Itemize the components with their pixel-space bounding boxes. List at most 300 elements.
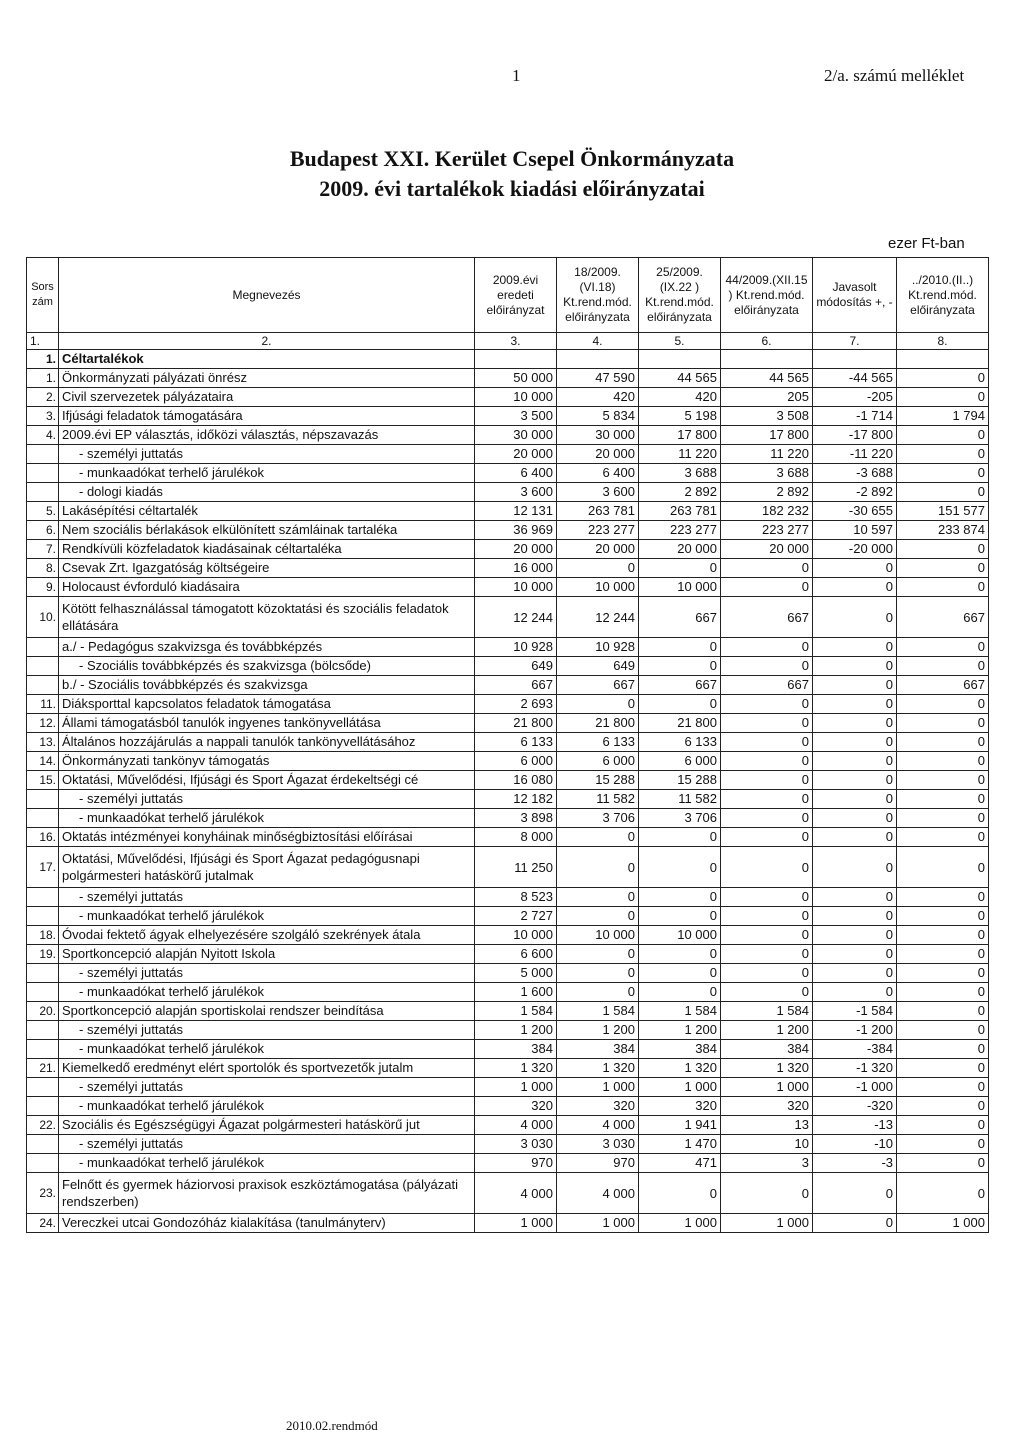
value-cell: 20 000 bbox=[721, 540, 813, 559]
value-cell: 5 834 bbox=[557, 407, 639, 426]
value-cell: 21 800 bbox=[475, 714, 557, 733]
value-cell: 11 250 bbox=[475, 847, 557, 888]
value-cell: 1 584 bbox=[721, 1002, 813, 1021]
value-cell: 1 200 bbox=[557, 1021, 639, 1040]
value-cell: 0 bbox=[813, 790, 897, 809]
table-row bbox=[27, 1002, 989, 1021]
value-cell: 420 bbox=[557, 388, 639, 407]
value-cell: 2 892 bbox=[639, 483, 721, 502]
row-name: Kiemelkedő eredményt elért sportolók és sportvezetők jutalm bbox=[59, 1059, 475, 1078]
value-cell: 0 bbox=[721, 888, 813, 907]
value-cell: 0 bbox=[897, 771, 989, 790]
column-number-row bbox=[27, 333, 989, 350]
row-name: Lakásépítési céltartalék bbox=[59, 502, 475, 521]
value-cell: -1 584 bbox=[813, 1002, 897, 1021]
value-cell: 0 bbox=[813, 657, 897, 676]
value-cell: 6 000 bbox=[557, 752, 639, 771]
value-cell: 1 320 bbox=[639, 1059, 721, 1078]
value-cell: 6 133 bbox=[557, 733, 639, 752]
row-number: 9. bbox=[27, 578, 59, 597]
row-number bbox=[27, 638, 59, 657]
column-number: 6. bbox=[721, 333, 813, 350]
row-name: - személyi juttatás bbox=[59, 790, 475, 809]
value-cell: 3 600 bbox=[475, 483, 557, 502]
row-number bbox=[27, 1078, 59, 1097]
table-row bbox=[27, 771, 989, 790]
value-cell: 667 bbox=[721, 676, 813, 695]
value-cell: 0 bbox=[721, 983, 813, 1002]
table-row bbox=[27, 676, 989, 695]
table-row bbox=[27, 559, 989, 578]
value-cell: 8 000 bbox=[475, 828, 557, 847]
value-cell: 20 000 bbox=[475, 445, 557, 464]
row-name: Önkormányzati pályázati önrész bbox=[59, 369, 475, 388]
value-cell: 0 bbox=[557, 964, 639, 983]
table-row bbox=[27, 714, 989, 733]
value-cell: 0 bbox=[897, 1154, 989, 1173]
column-number: 4. bbox=[557, 333, 639, 350]
value-cell: 420 bbox=[639, 388, 721, 407]
row-name: - dologi kiadás bbox=[59, 483, 475, 502]
value-cell: -3 bbox=[813, 1154, 897, 1173]
value-cell: 667 bbox=[557, 676, 639, 695]
value-cell: 0 bbox=[813, 809, 897, 828]
value-cell: 15 288 bbox=[557, 771, 639, 790]
row-number: 11. bbox=[27, 695, 59, 714]
value-cell: 3 508 bbox=[721, 407, 813, 426]
row-number: 10. bbox=[27, 597, 59, 638]
value-cell: -3 688 bbox=[813, 464, 897, 483]
row-number bbox=[27, 790, 59, 809]
value-cell: 0 bbox=[639, 559, 721, 578]
unit-label: ezer Ft-ban bbox=[888, 235, 965, 252]
value-cell: 0 bbox=[557, 945, 639, 964]
table-row bbox=[27, 828, 989, 847]
row-number bbox=[27, 888, 59, 907]
row-number: 17. bbox=[27, 847, 59, 888]
column-number: 8. bbox=[897, 333, 989, 350]
value-cell: 0 bbox=[897, 847, 989, 888]
row-number: 6. bbox=[27, 521, 59, 540]
value-cell: 3 688 bbox=[721, 464, 813, 483]
table-row bbox=[27, 1040, 989, 1059]
value-cell: 667 bbox=[639, 676, 721, 695]
value-cell: 1 320 bbox=[475, 1059, 557, 1078]
value-cell: 17 800 bbox=[721, 426, 813, 445]
row-name: Oktatási, Művelődési, Ifjúsági és Sport Ágazat pedagógusnapi polgármesteri hatáskörű jutalmak bbox=[59, 847, 475, 888]
row-number bbox=[27, 1021, 59, 1040]
value-cell: 667 bbox=[897, 597, 989, 638]
row-name: Állami támogatásból tanulók ingyenes tankönyvellátása bbox=[59, 714, 475, 733]
value-cell: 223 277 bbox=[639, 521, 721, 540]
value-cell: -1 320 bbox=[813, 1059, 897, 1078]
row-number: 13. bbox=[27, 733, 59, 752]
row-name: - személyi juttatás bbox=[59, 888, 475, 907]
value-cell: 1 200 bbox=[475, 1021, 557, 1040]
value-cell: 667 bbox=[721, 597, 813, 638]
value-cell: 0 bbox=[897, 1002, 989, 1021]
table-row bbox=[27, 983, 989, 1002]
value-cell: 1 470 bbox=[639, 1135, 721, 1154]
value-cell: 50 000 bbox=[475, 369, 557, 388]
value-cell: 970 bbox=[557, 1154, 639, 1173]
row-name: Rendkívüli közfeladatok kiadásainak céltartaléka bbox=[59, 540, 475, 559]
value-cell: 0 bbox=[813, 676, 897, 695]
row-name: - Szociális továbbképzés és szakvizsga (bölcsőde) bbox=[59, 657, 475, 676]
value-cell: -11 220 bbox=[813, 445, 897, 464]
value-cell: 10 000 bbox=[639, 926, 721, 945]
value-cell: 0 bbox=[897, 1021, 989, 1040]
value-cell: 0 bbox=[897, 426, 989, 445]
value-cell: 5 198 bbox=[639, 407, 721, 426]
row-name: - személyi juttatás bbox=[59, 1021, 475, 1040]
value-cell: 10 bbox=[721, 1135, 813, 1154]
value-cell: 0 bbox=[639, 964, 721, 983]
value-cell: 0 bbox=[721, 714, 813, 733]
value-cell: 0 bbox=[813, 695, 897, 714]
row-number bbox=[27, 483, 59, 502]
value-cell: 0 bbox=[639, 907, 721, 926]
value-cell: 0 bbox=[813, 752, 897, 771]
value-cell: 11 582 bbox=[557, 790, 639, 809]
section-row bbox=[27, 350, 989, 369]
value-cell: -30 655 bbox=[813, 502, 897, 521]
value-cell: 0 bbox=[897, 926, 989, 945]
column-number: 3. bbox=[475, 333, 557, 350]
value-cell: 151 577 bbox=[897, 502, 989, 521]
value-cell: 0 bbox=[813, 888, 897, 907]
row-number bbox=[27, 1040, 59, 1059]
value-cell: 182 232 bbox=[721, 502, 813, 521]
row-number: 21. bbox=[27, 1059, 59, 1078]
row-number: 19. bbox=[27, 945, 59, 964]
document-title: Budapest XXI. Kerület Csepel Önkormányzata bbox=[289, 146, 735, 171]
row-name: Csevak Zrt. Igazgatóság költségeire bbox=[59, 559, 475, 578]
value-cell: 5 000 bbox=[475, 964, 557, 983]
value-cell: -1 714 bbox=[813, 407, 897, 426]
value-cell: 4 000 bbox=[557, 1173, 639, 1214]
value-cell: 0 bbox=[813, 714, 897, 733]
value-cell: 2 727 bbox=[475, 907, 557, 926]
value-cell: 0 bbox=[557, 695, 639, 714]
value-cell: 0 bbox=[813, 1214, 897, 1233]
value-cell: 0 bbox=[721, 752, 813, 771]
value-cell: 1 584 bbox=[475, 1002, 557, 1021]
value-cell: -10 bbox=[813, 1135, 897, 1154]
table-row bbox=[27, 445, 989, 464]
value-cell: 0 bbox=[897, 983, 989, 1002]
table-row bbox=[27, 369, 989, 388]
row-number: 24. bbox=[27, 1214, 59, 1233]
row-name: - személyi juttatás bbox=[59, 1135, 475, 1154]
column-number: 7. bbox=[813, 333, 897, 350]
row-number: 5. bbox=[27, 502, 59, 521]
value-cell: 320 bbox=[721, 1097, 813, 1116]
table-row bbox=[27, 407, 989, 426]
value-cell: 3 706 bbox=[557, 809, 639, 828]
value-cell: -44 565 bbox=[813, 369, 897, 388]
table-row bbox=[27, 888, 989, 907]
value-cell: 1 320 bbox=[721, 1059, 813, 1078]
value-cell: 0 bbox=[721, 809, 813, 828]
value-cell: -17 800 bbox=[813, 426, 897, 445]
value-cell: 4 000 bbox=[475, 1116, 557, 1135]
row-number bbox=[27, 657, 59, 676]
value-cell: 10 928 bbox=[557, 638, 639, 657]
table-row bbox=[27, 1214, 989, 1233]
value-cell: 0 bbox=[721, 578, 813, 597]
table-row bbox=[27, 945, 989, 964]
value-cell: 30 000 bbox=[475, 426, 557, 445]
row-name: - személyi juttatás bbox=[59, 964, 475, 983]
value-cell: 471 bbox=[639, 1154, 721, 1173]
value-cell: 263 781 bbox=[557, 502, 639, 521]
table-row bbox=[27, 1135, 989, 1154]
table-row bbox=[27, 926, 989, 945]
value-cell: 0 bbox=[557, 907, 639, 926]
value-cell: 20 000 bbox=[639, 540, 721, 559]
value-cell: 0 bbox=[897, 945, 989, 964]
col-header-mod-1: 18/2009.(VI.18) Kt.rend.mód. előirányzata bbox=[557, 258, 639, 333]
value-cell: 0 bbox=[557, 888, 639, 907]
value-cell: 0 bbox=[897, 369, 989, 388]
value-cell: 667 bbox=[475, 676, 557, 695]
row-number bbox=[27, 964, 59, 983]
value-cell: 649 bbox=[557, 657, 639, 676]
value-cell: 0 bbox=[897, 828, 989, 847]
section-number: 1. bbox=[27, 350, 59, 369]
row-name: - munkaadókat terhelő járulékok bbox=[59, 907, 475, 926]
row-name: 2009.évi EP választás, időközi választás, népszavazás bbox=[59, 426, 475, 445]
value-cell: 0 bbox=[721, 657, 813, 676]
table-row bbox=[27, 752, 989, 771]
page-number: 1 bbox=[512, 66, 521, 85]
value-cell: 0 bbox=[639, 695, 721, 714]
row-name: Óvodai fektető ágyak elhelyezésére szolgáló szekrények átala bbox=[59, 926, 475, 945]
annex-label: 2/a. számú melléklet bbox=[824, 66, 965, 85]
value-cell: 1 000 bbox=[639, 1078, 721, 1097]
value-cell: 0 bbox=[813, 964, 897, 983]
table-row bbox=[27, 578, 989, 597]
value-cell: 17 800 bbox=[639, 426, 721, 445]
value-cell: 667 bbox=[639, 597, 721, 638]
value-cell: 0 bbox=[897, 1040, 989, 1059]
table-row bbox=[27, 426, 989, 445]
row-number: 18. bbox=[27, 926, 59, 945]
value-cell: 12 131 bbox=[475, 502, 557, 521]
value-cell: -320 bbox=[813, 1097, 897, 1116]
value-cell: 1 000 bbox=[557, 1078, 639, 1097]
value-cell: 0 bbox=[813, 926, 897, 945]
value-cell: 0 bbox=[897, 445, 989, 464]
value-cell: 0 bbox=[813, 1173, 897, 1214]
row-number bbox=[27, 1135, 59, 1154]
value-cell: 47 590 bbox=[557, 369, 639, 388]
value-cell: 20 000 bbox=[475, 540, 557, 559]
value-cell: 44 565 bbox=[721, 369, 813, 388]
row-number: 14. bbox=[27, 752, 59, 771]
row-name: Önkormányzati tankönyv támogatás bbox=[59, 752, 475, 771]
value-cell: -205 bbox=[813, 388, 897, 407]
value-cell: 0 bbox=[897, 657, 989, 676]
value-cell: 0 bbox=[897, 714, 989, 733]
value-cell: 0 bbox=[639, 983, 721, 1002]
value-cell: 20 000 bbox=[557, 445, 639, 464]
value-cell: 263 781 bbox=[639, 502, 721, 521]
value-cell: 6 400 bbox=[557, 464, 639, 483]
value-cell: 0 bbox=[639, 888, 721, 907]
value-cell: 3 030 bbox=[475, 1135, 557, 1154]
row-name: a./ - Pedagógus szakvizsga és továbbképzés bbox=[59, 638, 475, 657]
value-cell: 36 969 bbox=[475, 521, 557, 540]
row-name: Felnőtt és gyermek háziorvosi praxisok eszköztámogatása (pályázati rendszerben) bbox=[59, 1173, 475, 1214]
table-row bbox=[27, 1078, 989, 1097]
value-cell: 1 000 bbox=[721, 1214, 813, 1233]
value-cell: 320 bbox=[557, 1097, 639, 1116]
value-cell: 21 800 bbox=[639, 714, 721, 733]
value-cell: 10 000 bbox=[475, 926, 557, 945]
value-cell: 320 bbox=[639, 1097, 721, 1116]
row-name: - munkaadókat terhelő járulékok bbox=[59, 1097, 475, 1116]
value-cell: 44 565 bbox=[639, 369, 721, 388]
value-cell: 1 600 bbox=[475, 983, 557, 1002]
value-cell: 223 277 bbox=[557, 521, 639, 540]
value-cell: 0 bbox=[813, 945, 897, 964]
value-cell: 11 220 bbox=[721, 445, 813, 464]
row-number bbox=[27, 676, 59, 695]
table-row bbox=[27, 1116, 989, 1135]
row-number: 15. bbox=[27, 771, 59, 790]
value-cell: 0 bbox=[897, 809, 989, 828]
value-cell: 16 080 bbox=[475, 771, 557, 790]
value-cell: 0 bbox=[897, 790, 989, 809]
value-cell: 0 bbox=[639, 945, 721, 964]
value-cell: 1 584 bbox=[639, 1002, 721, 1021]
table-row bbox=[27, 1097, 989, 1116]
value-cell: 6 000 bbox=[475, 752, 557, 771]
row-number bbox=[27, 445, 59, 464]
row-number: 1. bbox=[27, 369, 59, 388]
value-cell: 0 bbox=[813, 983, 897, 1002]
row-number bbox=[27, 1154, 59, 1173]
value-cell: 0 bbox=[897, 888, 989, 907]
value-cell: 0 bbox=[639, 828, 721, 847]
row-number bbox=[27, 809, 59, 828]
table-row bbox=[27, 907, 989, 926]
row-name: - személyi juttatás bbox=[59, 445, 475, 464]
value-cell: -1 000 bbox=[813, 1078, 897, 1097]
row-name: - személyi juttatás bbox=[59, 1078, 475, 1097]
value-cell: 3 bbox=[721, 1154, 813, 1173]
value-cell: 0 bbox=[557, 983, 639, 1002]
row-name: - munkaadókat terhelő járulékok bbox=[59, 464, 475, 483]
value-cell: 15 288 bbox=[639, 771, 721, 790]
value-cell: 0 bbox=[897, 733, 989, 752]
row-name: Oktatás intézményei konyháinak minőségbiztosítási előírásai bbox=[59, 828, 475, 847]
value-cell: 6 133 bbox=[475, 733, 557, 752]
value-cell: 1 941 bbox=[639, 1116, 721, 1135]
value-cell: 1 000 bbox=[557, 1214, 639, 1233]
value-cell: 0 bbox=[721, 964, 813, 983]
value-cell: 3 706 bbox=[639, 809, 721, 828]
value-cell: 384 bbox=[639, 1040, 721, 1059]
row-number: 2. bbox=[27, 388, 59, 407]
value-cell: 384 bbox=[475, 1040, 557, 1059]
row-number: 7. bbox=[27, 540, 59, 559]
table-row bbox=[27, 1021, 989, 1040]
table-row bbox=[27, 847, 989, 888]
value-cell: 10 000 bbox=[557, 578, 639, 597]
value-cell: 6 133 bbox=[639, 733, 721, 752]
value-cell: 223 277 bbox=[721, 521, 813, 540]
value-cell: 0 bbox=[897, 638, 989, 657]
value-cell: 384 bbox=[557, 1040, 639, 1059]
table-row bbox=[27, 1059, 989, 1078]
table-row bbox=[27, 483, 989, 502]
budget-table bbox=[26, 257, 989, 1233]
table-row bbox=[27, 657, 989, 676]
table-row bbox=[27, 502, 989, 521]
value-cell: -13 bbox=[813, 1116, 897, 1135]
table-row bbox=[27, 790, 989, 809]
value-cell: 1 584 bbox=[557, 1002, 639, 1021]
row-number bbox=[27, 464, 59, 483]
value-cell: 0 bbox=[721, 559, 813, 578]
value-cell: 10 000 bbox=[475, 388, 557, 407]
row-number: 12. bbox=[27, 714, 59, 733]
value-cell: 10 000 bbox=[475, 578, 557, 597]
value-cell: 3 898 bbox=[475, 809, 557, 828]
value-cell: 0 bbox=[721, 695, 813, 714]
row-name: - munkaadókat terhelő járulékok bbox=[59, 809, 475, 828]
value-cell: 0 bbox=[639, 1173, 721, 1214]
section-title: Céltartalékok bbox=[59, 350, 475, 369]
row-number bbox=[27, 907, 59, 926]
col-header-eredeti: 2009.évi eredeti előirányzat bbox=[475, 258, 557, 333]
row-name: Sportkoncepció alapján sportiskolai rendszer beindítása bbox=[59, 1002, 475, 1021]
value-cell: 6 400 bbox=[475, 464, 557, 483]
value-cell: 4 000 bbox=[475, 1173, 557, 1214]
value-cell: 0 bbox=[639, 657, 721, 676]
value-cell: 0 bbox=[813, 847, 897, 888]
document-subtitle: 2009. évi tartalékok kiadási előirányzatai bbox=[319, 176, 705, 201]
col-header-mod-2: 25/2009.(IX.22 ) Kt.rend.mód. előirányzata bbox=[639, 258, 721, 333]
value-cell: -384 bbox=[813, 1040, 897, 1059]
value-cell: -20 000 bbox=[813, 540, 897, 559]
value-cell: 10 000 bbox=[557, 926, 639, 945]
row-name: b./ - Szociális továbbképzés és szakvizsga bbox=[59, 676, 475, 695]
table-row bbox=[27, 540, 989, 559]
row-number: 22. bbox=[27, 1116, 59, 1135]
row-number: 4. bbox=[27, 426, 59, 445]
value-cell: 0 bbox=[897, 1059, 989, 1078]
table-row bbox=[27, 733, 989, 752]
value-cell: 4 000 bbox=[557, 1116, 639, 1135]
value-cell: 20 000 bbox=[557, 540, 639, 559]
row-number: 3. bbox=[27, 407, 59, 426]
value-cell: 2 693 bbox=[475, 695, 557, 714]
col-header-mod-4: ../2010.(II..) Kt.rend.mód. előirányzata bbox=[897, 258, 989, 333]
value-cell: 0 bbox=[897, 1116, 989, 1135]
table-row bbox=[27, 521, 989, 540]
table-row bbox=[27, 964, 989, 983]
value-cell: 10 597 bbox=[813, 521, 897, 540]
value-cell: 0 bbox=[897, 907, 989, 926]
row-name: Ifjúsági feladatok támogatására bbox=[59, 407, 475, 426]
row-number: 16. bbox=[27, 828, 59, 847]
value-cell: 21 800 bbox=[557, 714, 639, 733]
value-cell: 0 bbox=[721, 828, 813, 847]
